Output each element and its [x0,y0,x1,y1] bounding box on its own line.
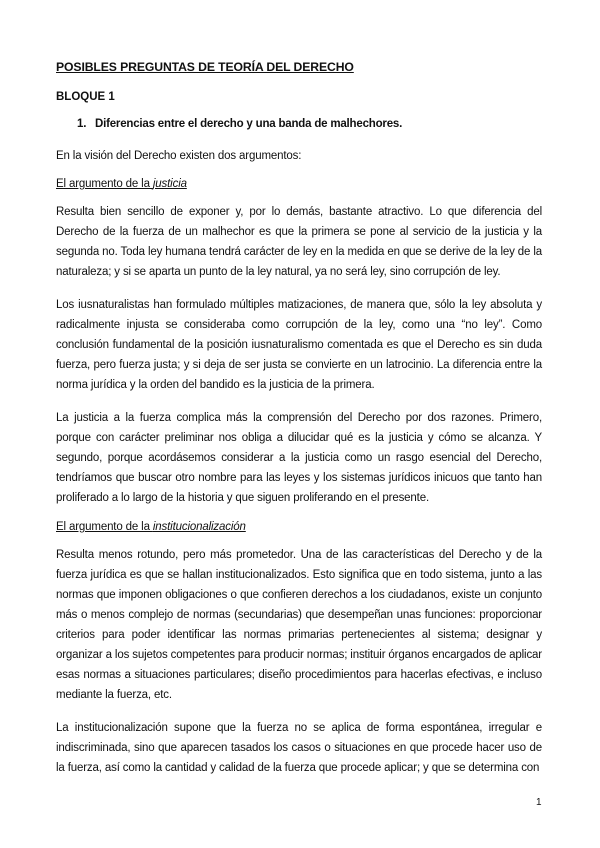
paragraph: Los iusnaturalistas han formulado múltiples matizaciones, de manera que, sólo la ley absoluta y radicalmente injusta se consideraba como corrupción de la ley, como una “no ley”. Como conclusión fundamental de la posición iusnaturalismo comentada es que el Derecho es sin duda fuerza, pero fuerza justa; y si deja de ser justa se convierte en un latrocinio. La diferencia entre la norma jurídica y la orden del bandido es la justicia de la primera. [56,299,542,391]
page-number: 1 [536,797,542,808]
section-prefix: El argumento de la [56,178,153,190]
section-heading-justicia [56,178,542,190]
block-heading: BLOQUE 1 [56,91,115,103]
paragraph: La institucionalización supone que la fuerza no se aplica de forma espontánea, irregular e indiscriminada, sino que aparecen tasados los casos o situaciones en que procede hacer uso de la fuerza, así como la cantidad y calidad de la fuerza que procede aplicar; y que se determina con [56,722,542,774]
section-prefix: El argumento de la [56,521,153,533]
section-heading-institucionalizacion [56,521,542,533]
section-emphasis: institucionalización [152,521,246,533]
paragraph: Resulta bien sencillo de exponer y, por lo demás, bastante atractivo. Lo que diferencia del Derecho de la fuerza de un malhechor es que la primera se pone al servicio de la justicia y la segunda no. Toda ley humana tendrá carácter de ley en la medida en que se derive de la ley de la naturaleza; y si se aparta un punto de la ley natural, ya no será ley, sino corrupción de ley. [56,206,542,278]
document-title: POSIBLES PREGUNTAS DE TEORÍA DEL DERECHO [56,60,354,74]
question-number: 1. [77,118,87,130]
paragraph: Resulta menos rotundo, pero más prometedor. Una de las características del Derecho y de la fuerza jurídica es que se hallan institucionalizados. Esto significa que en todo sistema, junto a las normas que imponen obligaciones o que confieren derechos a los ciudadanos, existe un conjunto más o menos complejo de normas (secundarias) que desempeñan unas funciones: proporcionar criterios para poder identificar las normas primarias pertenecientes al sistema; designar y organizar a los sujetos competentes para producir normas; instituir órganos encargados de aplicar esas normas a situaciones particulares; diseño procedimientos para hacerlas efectivas, e incluso mediante la fuerza, etc. [56,549,542,701]
document-body [56,60,542,791]
question-text: Diferencias entre el derecho y una banda de malhechores. [95,118,403,130]
section-emphasis: justicia [152,178,187,190]
intro-paragraph: En la visión del Derecho existen dos argumentos: [56,150,302,162]
paragraph: La justicia a la fuerza complica más la comprensión del Derecho por dos razones. Primero, porque con carácter preliminar nos obliga a dilucidar qué es la justicia y cómo se alcanza. Y segundo, porque acordásemos considerar a la justicia como un rasgo esencial del Derecho, tendríamos que buscar otro nombre para las leyes y los sistemas jurídicos inicuos que tanto han proliferado a lo largo de la historia y que siguen proliferando en el presente. [56,412,542,504]
question-heading [56,118,542,130]
